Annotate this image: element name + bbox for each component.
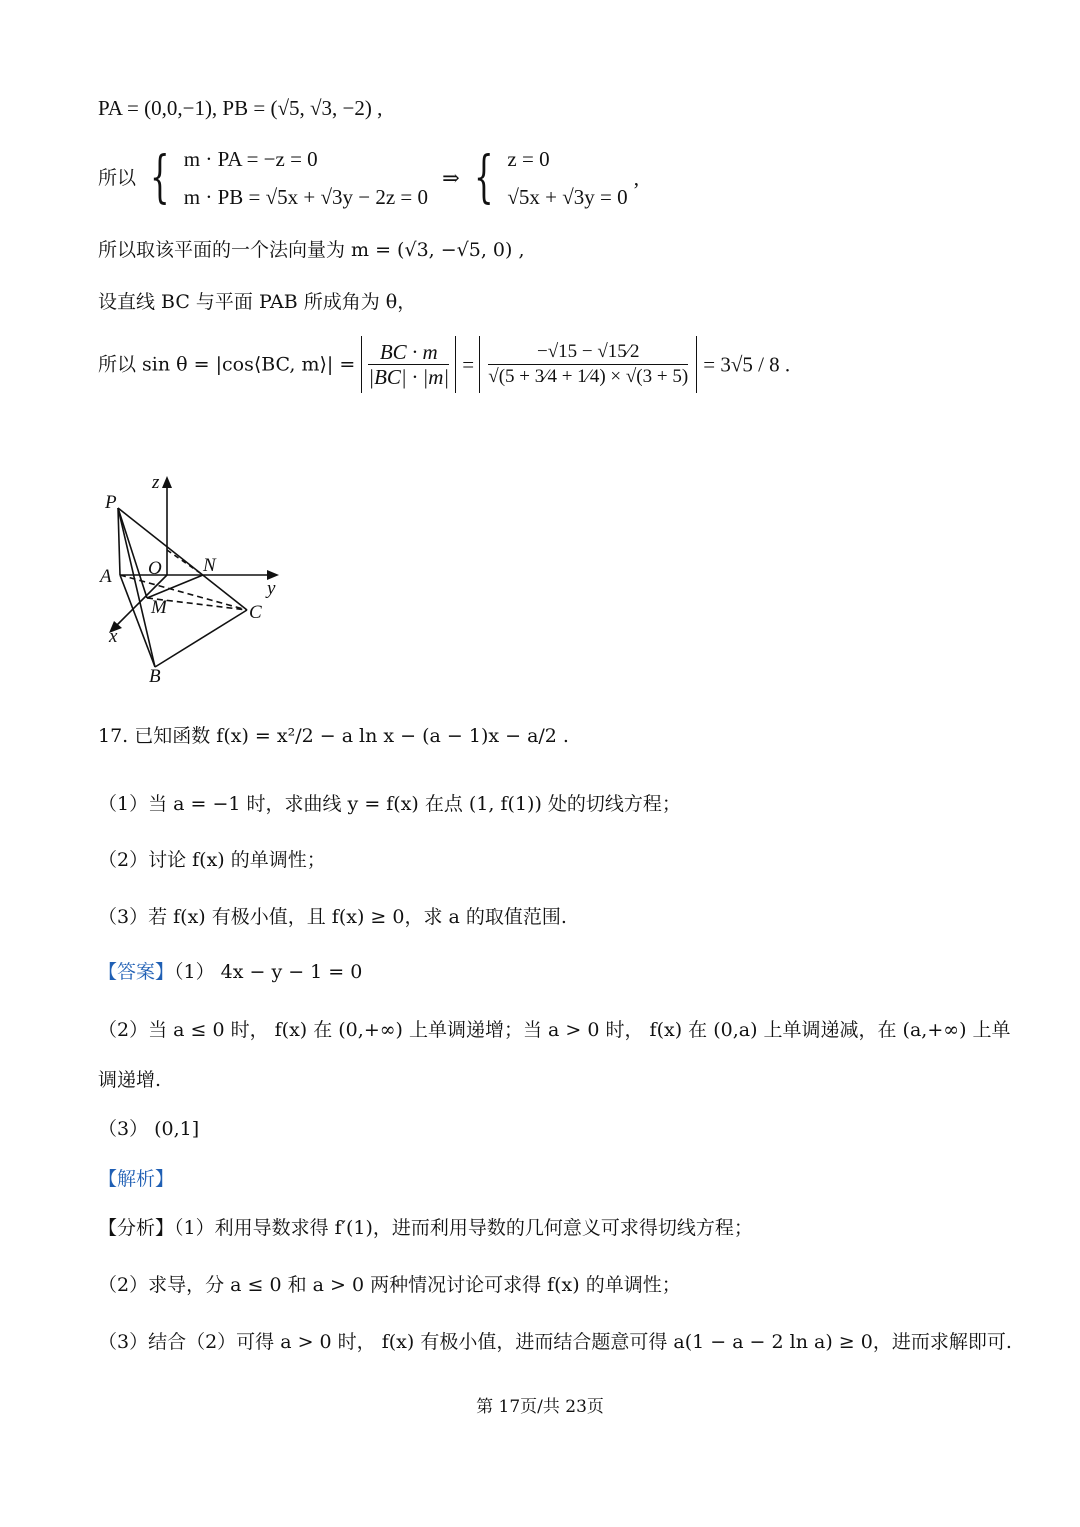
eq-root-sum: √5x + √3y = 0: [507, 185, 628, 209]
answer-tag: 【答案】: [98, 961, 175, 983]
sine-formula: 所以 sin θ = |cos⟨BC, m⟩| = $\frac{BC \cdot m}{|BC| \cdot |m|}$ = $\frac{-√15 - √15⁄2}{√(5 + 3⁄4 + 1⁄4) \times √(3 + 5)}$ = 3√5 / 8 .: [98, 336, 790, 454]
edge-pc: [118, 508, 247, 610]
label-b: B: [149, 666, 161, 685]
analysis-step-1-text: （1）利用导数求得 f′(1)，进而利用导数的几何意义可求得切线方程；: [174, 1217, 753, 1239]
abs-fraction-1: $\frac{BC \cdot m}{|BC| \cdot |m|}$: [361, 336, 456, 393]
system-result: [507, 140, 627, 216]
vector-line: PA = (0,0,−1), PB = (√5, √3, −2) ,: [98, 96, 383, 120]
question-1: （1）当 a = −1 时，求曲线 y = f(x) 在点 (1, f(1)) 处的切线方程；: [98, 793, 681, 815]
left-brace-2: {: [473, 145, 494, 210]
analysis-step-3: （3）结合（2）可得 a > 0 时， f(x) 有极小值，进而结合题意可得 a(1 − a − 2 ln a) ≥ 0，进而求解即可.: [98, 1331, 1012, 1353]
system-equations: [184, 140, 428, 216]
geometry-figure: [95, 470, 295, 685]
sine-prefix: 所以 sin θ = |cos⟨BC, m⟩| =: [98, 353, 362, 376]
normal-vector-line: 所以取该平面的一个法向量为 m = (√3, −√5, 0) ,: [98, 239, 525, 261]
label-n: N: [203, 555, 216, 576]
answer-2-line1: （2）当 a ≤ 0 时， f(x) 在 (0,+∞) 上单调递增；当 a > 0 时， f(x) 在 (0,a) 上单调递减，在 (a,+∞) 上单: [98, 1019, 1011, 1041]
sine-result: 3√5 / 8 .: [720, 352, 791, 377]
eq-z-zero: z = 0: [507, 147, 550, 171]
edge-on: [167, 550, 203, 575]
answer-2-line2: 调递增.: [98, 1069, 162, 1091]
angle-setup-line: 设直线 BC 与平面 PAB 所成角为 θ，: [98, 291, 417, 313]
abs-fraction-2: $\frac{-√15 - √15⁄2}{√(5 + 3⁄4 + 1⁄4) \times √(3 + 5)}$: [479, 336, 697, 393]
edge-bc: [155, 610, 247, 667]
problem-title: 17. 已知函数 f(x) = x²/2 − a ln x − (a − 1)x − a/2 .: [98, 725, 569, 747]
analysis-step-1: [98, 1214, 753, 1242]
z-arrow: [162, 476, 172, 488]
answer-3: （3） (0,1]: [98, 1118, 200, 1140]
page-footer: 第 17页/共 23页: [476, 1397, 604, 1417]
label-x: x: [109, 626, 118, 647]
edge-ac: [120, 575, 247, 610]
edge-pm: [118, 508, 147, 598]
label-y: y: [267, 578, 276, 599]
so-prefix: 所以: [98, 167, 137, 189]
question-3: （3）若 f(x) 有极小值，且 f(x) ≥ 0，求 a 的取值范围.: [98, 906, 567, 928]
equation-system: 所以 { m · PA = −z = 0 m · PB = √5x + √3y − 2z = 0 ⇒ { z = 0 √5x + √3y = 0 ,: [98, 140, 639, 220]
label-o: O: [148, 558, 162, 579]
answer-1: [98, 958, 362, 986]
label-m: M: [151, 597, 167, 618]
label-p: P: [105, 492, 117, 513]
answer-1-text: （1） 4x − y − 1 = 0: [174, 961, 363, 983]
eq-m-pb: m · PB = √5x + √3y − 2z = 0: [183, 185, 429, 209]
eq-m-pa: m · PA = −z = 0: [183, 147, 318, 171]
label-c: C: [249, 602, 262, 623]
fenxi-tag: 【分析】: [98, 1217, 175, 1239]
implies-arrow: ⇒: [442, 166, 460, 190]
analysis-step-2: （2）求导，分 a ≤ 0 和 a > 0 两种情况讨论可求得 f(x) 的单调性；: [98, 1274, 681, 1296]
label-z: z: [152, 472, 160, 493]
left-brace: {: [150, 145, 170, 210]
label-a: A: [100, 566, 112, 587]
analysis-tag: 【解析】: [98, 1168, 175, 1190]
question-2: （2）讨论 f(x) 的单调性；: [98, 849, 326, 871]
